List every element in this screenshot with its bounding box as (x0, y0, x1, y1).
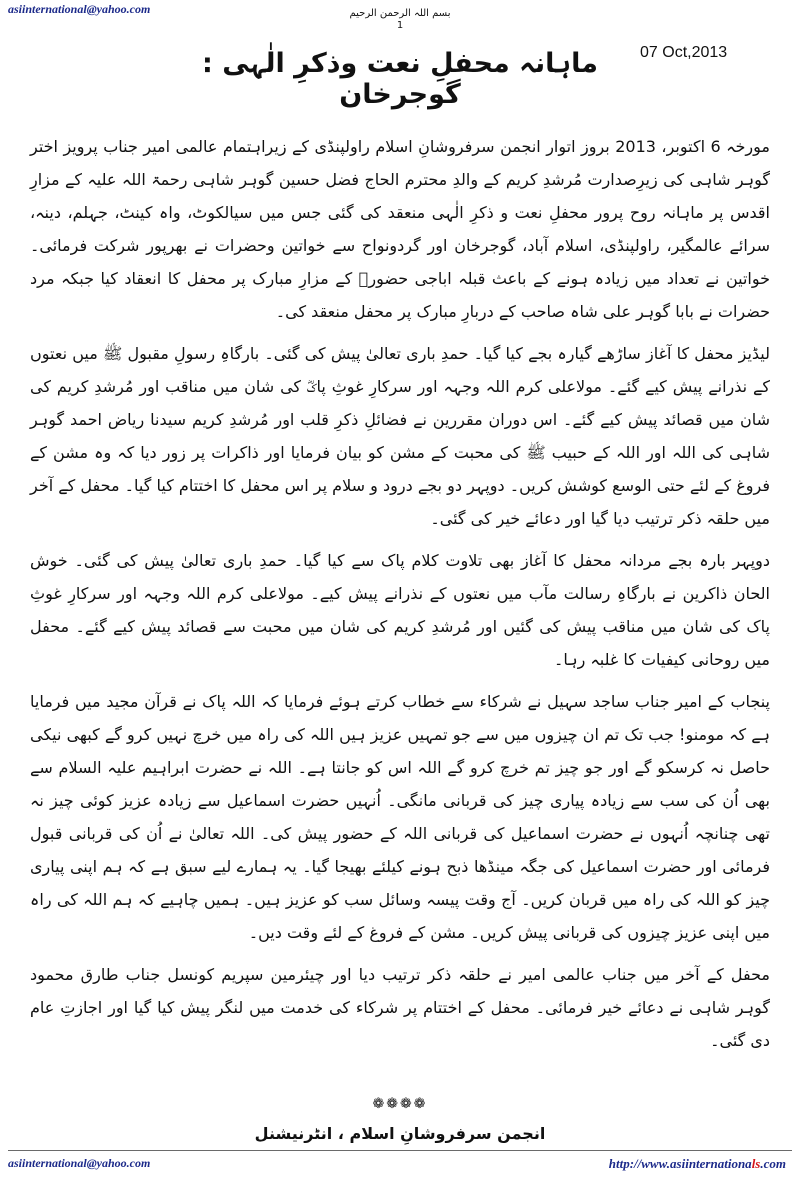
paragraph-speech: پنجاب کے امیر جناب ساجد سہیل نے شرکاء سے خطاب کرتے ہوئے فرمایا کہ اللہ پاک نے قرآن مجید میں فرمایا ہے کہ مومنو! جب تک تم ان چیزوں میں سے جو تمہیں عزیز ہیں اللہ کی راہ میں خرچ نہیں کرو گے کبھی نیکی حاصل نہ کرسکو گے اور جو چیز تم خرچ کرو گے اللہ اس کو جانتا ہے۔ اللہ نے حضرت ابراہیم علیہ السلام سے بھی اُن کی سب سے زیادہ پیاری چیز کی قربانی مانگی۔ اُنہیں حضرت اسماعیل سے زیادہ عزیز کوئی چیز نہ تھی چنانچہ اُنہوں نے حضرت اسماعیل کی قربانی اللہ کے حضور پیش کی۔ اللہ تعالیٰ نے اُن کی قربانی قبول فرمائی اور حضرت اسماعیل کی جگہ مینڈھا ذبح ہونے کیلئے بھیجا گیا۔ یہ ہمارے لیے سبق ہے کہ ہم اپنی پیاری چیز کو اللہ کی راہ میں قربان کریں۔ آج وقت پیسہ وسائل سب کو عزیز ہیں۔ ہمیں چاہیے کہ ہم اللہ کی راہ میں اپنی عزیز چیزوں کی قربانی پیش کریں۔ مشن کے فروغ کے لئے وقت دیں۔ (30, 692, 770, 942)
footer-email[interactable]: asiinternational@yahoo.com (8, 1156, 151, 1170)
page-number: 1 (396, 20, 404, 31)
paragraph-closing: محفل کے آخر میں جناب عالمی امیر نے حلقہ ذکر ترتیب دیا اور چیئرمین سپریم کونسل جناب طارق محمود گوہر شاہی نے دعائے خیر فرمائی۔ محفل کے اختتام پر شرکاء کی خدمت میں لنگر پیش کیا گیا اور اجازتِ عام دی گئی۔ (30, 965, 770, 1050)
footer-divider (8, 1150, 792, 1151)
paragraph-ladies-gathering: لیڈیز محفل کا آغاز ساڑھے گیارہ بجے کیا گیا۔ حمدِ باری تعالیٰ پیش کی گئی۔ بارگاہِ رسولِ مقبول ﷺ میں نعتوں کے نذرانے پیش کیے گئے۔ مولاعلی کرم اللہ وجہہ اور سرکارِ غوثِ پاکؓ کی شان میں مناقب اور مُرشدِ کریم کی شان میں قصائد پیش کیے گئے۔ اس دوران مقررین نے فضائلِ ذکرِ قلب اور مُرشدِ کریم سیدنا ریاض احمد گوہر شاہی کی اللہ اور اللہ کے حبیب ﷺ کی محبت کے مشن کو بیان فرمایا اور ذاکرات پر زور دیا کہ وہ مشن کے فروغ کے لئے حتی الوسع کوشش کریں۔ دوپہر دو بجے درود و سلام پر اس محفل کا اختتام کیا گیا۔ محفل کے آخر میں حلقہ ذکر ترتیب دیا گیا اور دعائے خیر کی گئی۔ (30, 344, 770, 528)
header-email[interactable]: asiinternational@yahoo.com (8, 2, 151, 16)
footer-website-link[interactable] (609, 1156, 786, 1172)
organization-name: انجمن سرفروشانِ اسلام ، انٹرنیشنل (254, 1124, 546, 1143)
article-title: ماہانہ محفلِ نعت وذکرِ الٰہی : گوجرخان (202, 48, 598, 110)
paragraph-intro: مورخہ 6 اکتوبر، 2013 بروز اتوار انجمن سرفروشانِ اسلام راولپنڈی کے زیراہتمام عالمی امیر جناب پرویز اختر گوہر شاہی کی زیرِصدارت مُرشدِ کریم کے والدِ محترم الحاج فضل حسین گوہر شاہی رحمۃ اللہ علیہ کے مزارِ اقدس پر ماہانہ روح پرور محفلِ نعت و ذکرِ الٰہی منعقد کی گئی جس میں سیالکوٹ، واہ کینٹ، جہلم، دینہ، سرائے عالمگیر، راولپنڈی، اسلام آباد، گوجرخان اور گردونواح سے خواتین وحضرات نے بھرپور شرکت فرمائی۔ خواتین نے تعداد میں زیادہ ہونے کے باعث قبلہ اباجی حضورؒ کے مزارِ مبارک پر محفل کا انعقاد کیا جبکہ مرد حضرات نے بابا گوہر علی شاہ صاحب کے دربارِ مبارک پر محفل منعقد کی۔ (30, 137, 771, 321)
website-suffix: .com (760, 1156, 786, 1171)
article-body (30, 130, 770, 1066)
article-date: 07 Oct,2013 (640, 44, 728, 61)
ornament-divider: ❁❁❁❁ (372, 1096, 428, 1112)
basmala: بسم اللہ الرحمن الرحیم (349, 8, 451, 19)
website-prefix: http://www.asiinternationa (608, 1156, 752, 1171)
paragraph-mens-gathering: دوپہر بارہ بجے مردانہ محفل کا آغاز بھی تلاوت کلام پاک سے کیا گیا۔ حمدِ باری تعالیٰ پیش کی گئی۔ خوش الحان ذاکرین نے بارگاہِ رسالت مآب میں نعتوں کے نذرانے پیش کیے۔ مولاعلی کرم اللہ وجہہ اور سرکارِ غوثِ پاک کی شان میں مناقب پیش کی گئیں اور مُرشدِ کریم کی شان میں محبت سے قصائد پیش کیے گئے۔ محفل میں روحانی کیفیات کا غلبہ رہا۔ (30, 551, 770, 669)
website-highlight: ls (751, 1156, 761, 1171)
